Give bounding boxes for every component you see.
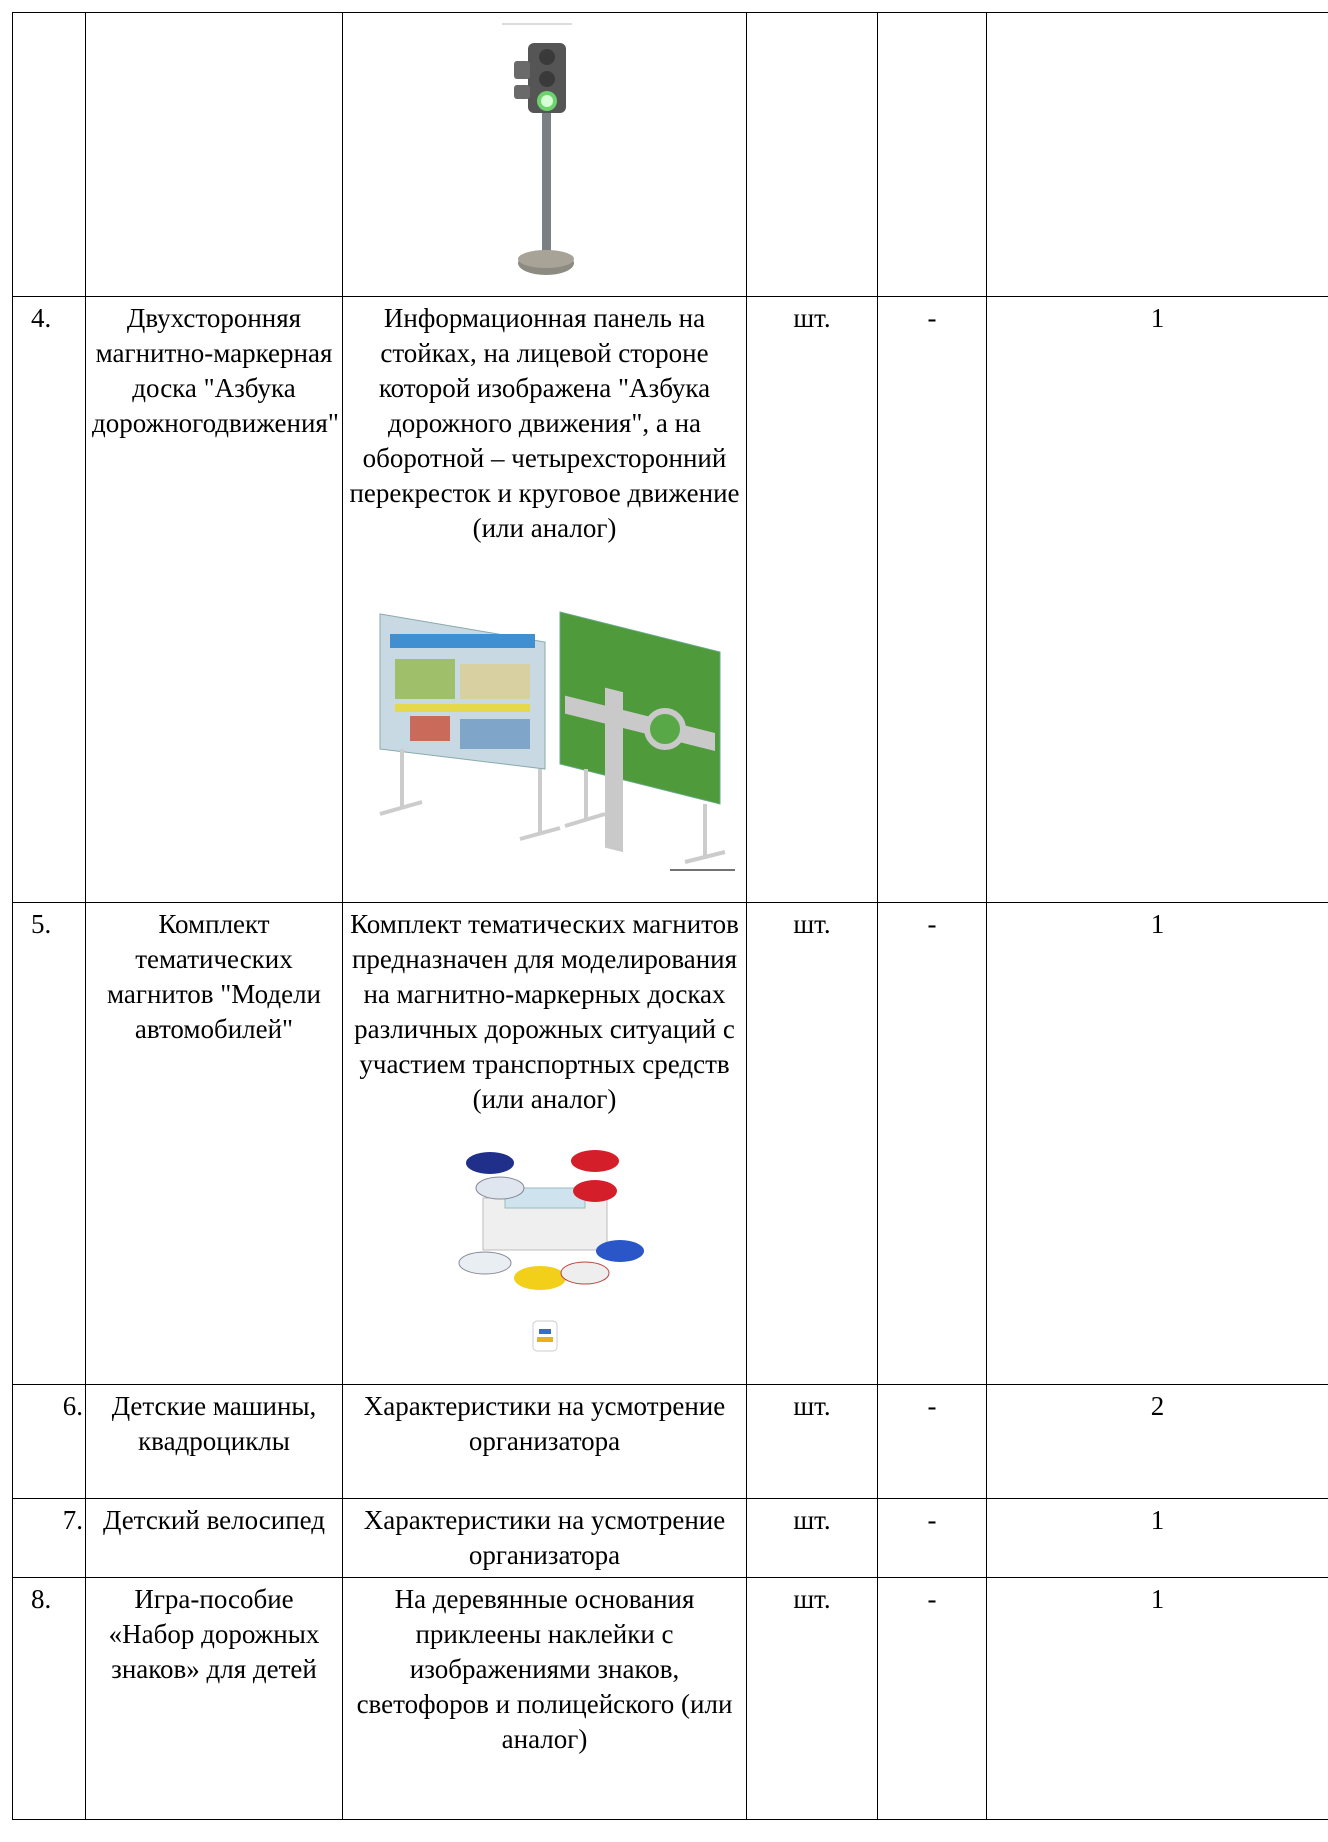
item-name: Детский велосипед xyxy=(86,1499,343,1578)
dash-cell xyxy=(878,13,987,297)
items-table xyxy=(12,12,1328,1820)
dash-cell: - xyxy=(878,1385,987,1499)
item-name: Двухсторонняя магнитно-маркерная доска "Азбука дорожногодвижения" xyxy=(86,297,343,903)
quantity-cell: 2 xyxy=(987,1385,1328,1499)
dash-cell: - xyxy=(878,297,987,903)
dash-cell: - xyxy=(878,903,987,1385)
item-description-cell xyxy=(343,903,747,1385)
item-description-cell xyxy=(343,297,747,903)
quantity-cell: 1 xyxy=(987,297,1328,903)
table-row xyxy=(13,903,1328,1385)
item-description: На деревянные основания приклеены наклейки с изображениями знаков, светофоров и полицейского (или аналог) xyxy=(343,1578,747,1820)
row-number: 6. xyxy=(13,1385,86,1499)
quantity-cell: 1 xyxy=(987,1578,1328,1820)
item-name: Детские машины, квадроциклы xyxy=(86,1385,343,1499)
table-row xyxy=(13,1385,1328,1499)
unit-cell xyxy=(747,13,878,297)
item-name: Игра-пособие «Набор дорожных знаков» для детей xyxy=(86,1578,343,1820)
row-number: 4. xyxy=(13,297,86,903)
item-name: Комплект тематических магнитов "Модели автомобилей" xyxy=(86,903,343,1385)
unit-cell: шт. xyxy=(747,903,878,1385)
row-number xyxy=(13,13,86,297)
item-description xyxy=(343,13,747,297)
quantity-cell: 1 xyxy=(987,903,1328,1385)
table-row xyxy=(13,1578,1328,1820)
row-number: 7. xyxy=(13,1499,86,1578)
quantity-cell xyxy=(987,13,1328,297)
quantity-cell: 1 xyxy=(987,1499,1328,1578)
table-row xyxy=(13,297,1328,903)
magnetic-boards-image xyxy=(350,604,740,874)
unit-cell: шт. xyxy=(747,1578,878,1820)
dash-cell: - xyxy=(878,1499,987,1578)
item-name xyxy=(86,13,343,297)
unit-cell: шт. xyxy=(747,1499,878,1578)
table-row xyxy=(13,1499,1328,1578)
item-description: Характеристики на усмотрение организатора xyxy=(343,1385,747,1499)
item-description: Характеристики на усмотрение организатора xyxy=(343,1499,747,1578)
item-description: Комплект тематических магнитов предназначен для моделирования на магнитно-маркерных досках различных дорожных ситуаций с участием транспортных средств (или аналог) xyxy=(350,909,739,1114)
toy-cars-image xyxy=(445,1143,645,1358)
unit-cell: шт. xyxy=(747,1385,878,1499)
table-row xyxy=(13,13,1328,297)
dash-cell: - xyxy=(878,1578,987,1820)
item-description: Информационная панель на стойках, на лицевой стороне которой изображена "Азбука дорожного движения", а на оборотной – четырехсторонний перекресток и круговое движение (или аналог) xyxy=(349,303,740,543)
row-number: 8. xyxy=(13,1578,86,1820)
unit-cell: шт. xyxy=(747,297,878,903)
row-number: 5. xyxy=(13,903,86,1385)
traffic-light-image xyxy=(500,23,590,278)
